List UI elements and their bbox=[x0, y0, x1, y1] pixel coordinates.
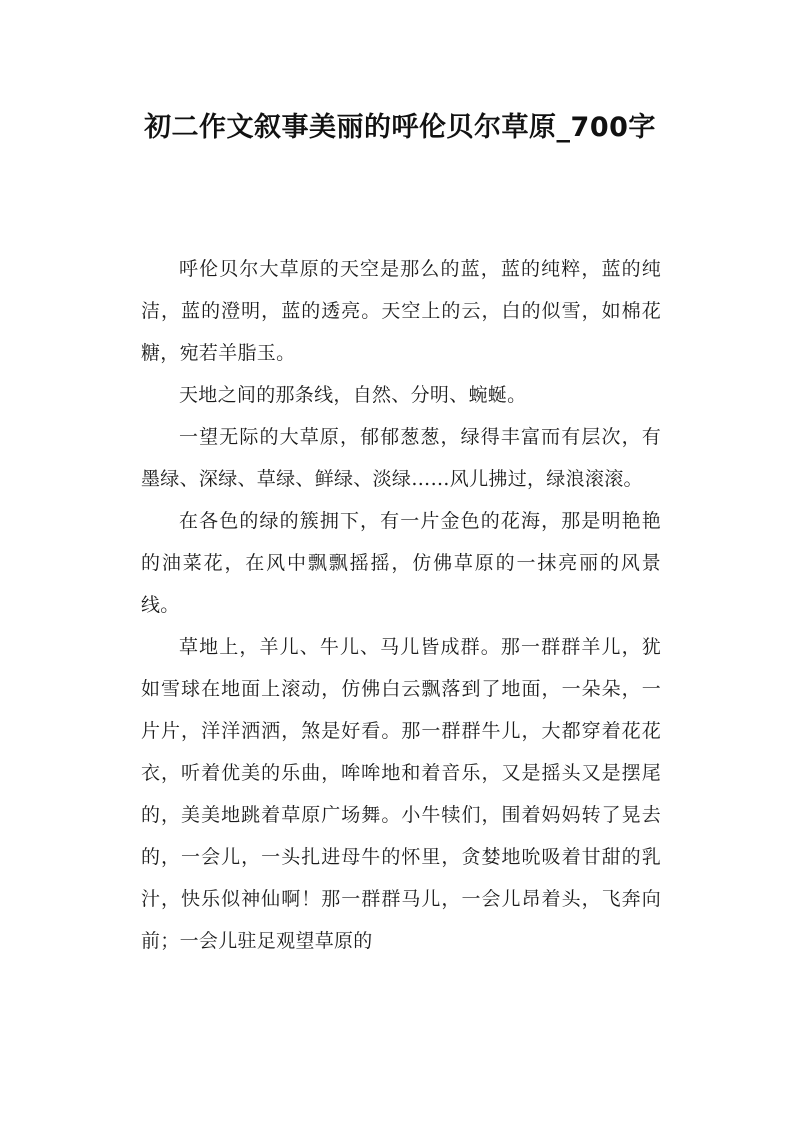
document-title: 初二作文叙事美丽的呼伦贝尔草原_700字 bbox=[144, 112, 656, 143]
paragraph-5: 草地上，羊儿、牛儿、马儿皆成群。那一群群羊儿，犹如雪球在地面上滚动，仿佛白云飘落到了地面，一朵朵，一片片，洋洋洒洒，煞是好看。那一群群牛儿，大都穿着花花衣，听着优美的乐曲，哞哞地和着音乐，又是摇头又是摆尾的，美美地跳着草原广场舞。小牛犊们，围着妈妈转了晃去的，一会儿，一头扎进母牛的怀里，贪婪地吮吸着甘甜的乳汁，快乐似神仙啊！那一群群马儿，一会儿昂着头，飞奔向前；一会儿驻足观望草原的 bbox=[141, 636, 661, 952]
paragraph-1: 呼伦贝尔大草原的天空是那么的蓝，蓝的纯粹，蓝的纯洁，蓝的澄明，蓝的透亮。天空上的云，白的似雪，如棉花糖，宛若羊脂玉。 bbox=[141, 258, 661, 364]
paragraph-4: 在各色的绿的簇拥下，有一片金色的花海，那是明艳艳的油菜花，在风中飘飘摇摇，仿佛草原的一抹亮丽的风景线。 bbox=[141, 510, 661, 616]
paragraph-2: 天地之间的那条线，自然、分明、蜿蜒。 bbox=[179, 384, 527, 406]
document-body bbox=[141, 248, 661, 962]
paragraph-3: 一望无际的大草原，郁郁葱葱，绿得丰富而有层次，有墨绿、深绿、草绿、鲜绿、淡绿……风儿拂过，绿浪滚滚。 bbox=[141, 426, 661, 490]
